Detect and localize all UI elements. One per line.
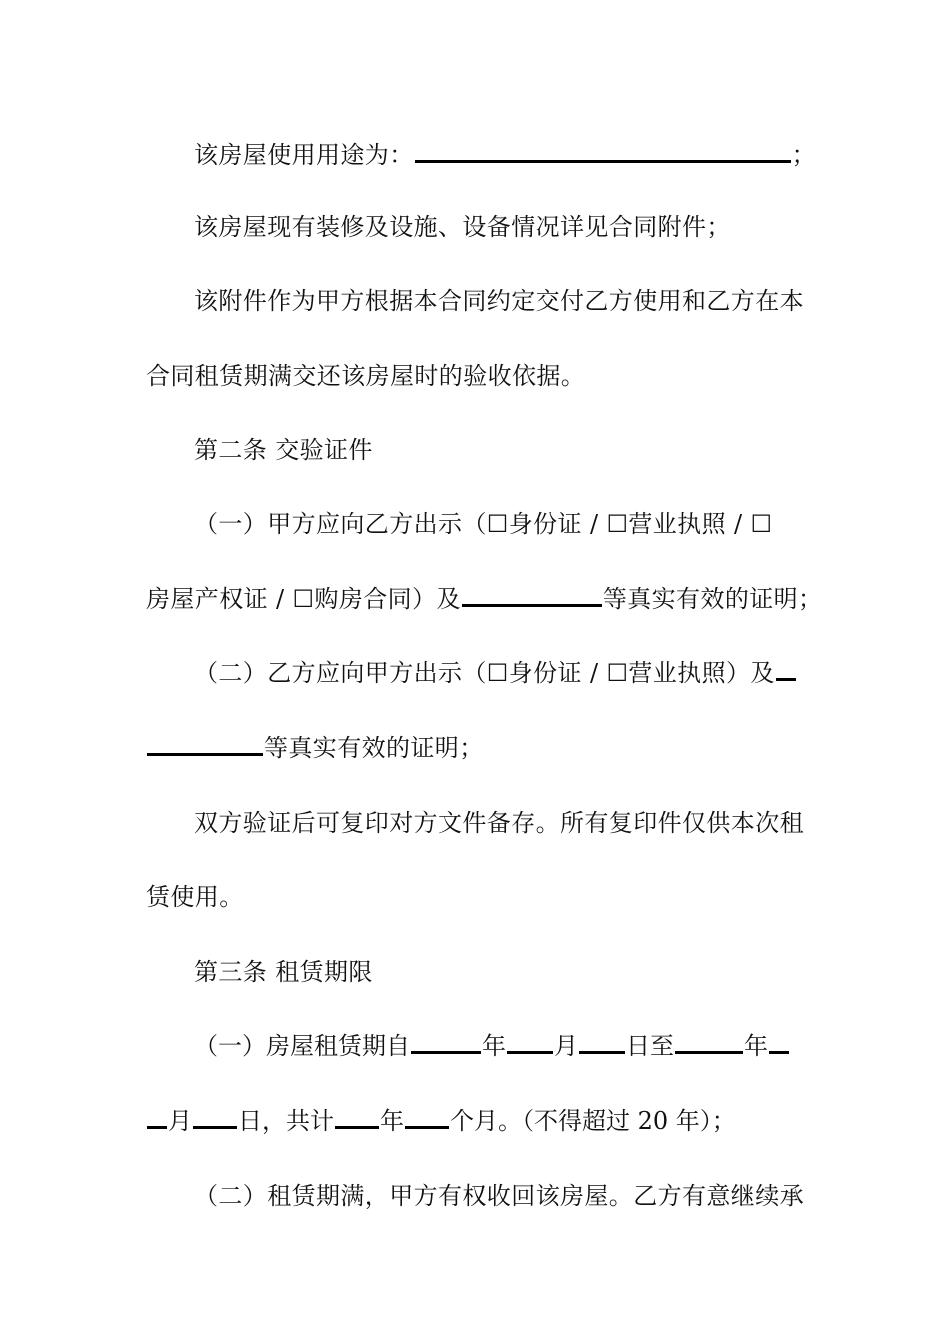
lease-expiry-text: （二）租赁期满，甲方有权收回该房屋。乙方有意继续承 [194, 1182, 804, 1210]
start-month-blank[interactable] [507, 1051, 553, 1054]
start-year-blank[interactable] [411, 1051, 481, 1054]
article-2-heading [194, 435, 816, 465]
attachment-text-2: 合同租赁期满交还该房屋时的验收依据。 [146, 362, 586, 390]
party-a-docs-text-2: 房屋产权证 / ☐购房合同）及 [146, 585, 461, 613]
lease-term-line-2 [146, 1106, 816, 1136]
total-months-blank[interactable] [405, 1126, 449, 1129]
end-day-blank[interactable] [193, 1126, 237, 1129]
usage-purpose-label: 该房屋使用用途为： [194, 141, 414, 169]
decoration-facilities-line [194, 212, 816, 242]
total-label: 日，共计 [238, 1107, 334, 1135]
end-month-blank-2[interactable] [147, 1126, 167, 1129]
start-month-label: 月 [554, 1032, 578, 1060]
article-3-title: 第三条 租赁期限 [194, 958, 373, 986]
attachment-text-1: 该附件作为甲方根据本合同约定交付乙方使用和乙方在本 [194, 287, 804, 315]
usage-purpose-blank[interactable] [415, 160, 791, 163]
party-a-docs-line-2 [146, 584, 823, 614]
end-month-label: 月 [168, 1107, 192, 1135]
total-months-label: 个月。（不得超过 20 年）； [450, 1107, 736, 1135]
copy-note-line-1 [194, 808, 816, 838]
article-3-heading [194, 957, 816, 987]
party-b-docs-text-1: （二）乙方应向甲方出示（☐身份证 / ☐营业执照）及 [194, 659, 775, 687]
copy-note-line-2 [146, 882, 816, 912]
party-a-docs-text-3: 等真实有效的证明； [602, 585, 823, 613]
total-years-blank[interactable] [335, 1126, 379, 1129]
attachment-line-1 [194, 286, 816, 316]
lease-expiry-line [194, 1181, 816, 1211]
end-year-label: 年 [744, 1032, 768, 1060]
end-month-blank-1[interactable] [769, 1051, 789, 1054]
party-b-other-docs-blank-1[interactable] [776, 678, 796, 681]
party-b-docs-line-1 [194, 658, 816, 688]
start-day-blank[interactable] [579, 1051, 625, 1054]
end-year-blank[interactable] [675, 1051, 743, 1054]
lease-term-line-1 [194, 1031, 816, 1061]
copy-note-text-1: 双方验证后可复印对方文件备存。所有复印件仅供本次租 [194, 809, 804, 837]
party-a-other-docs-blank[interactable] [462, 604, 602, 607]
usage-purpose-line [194, 140, 816, 170]
party-b-docs-line-2 [146, 733, 816, 763]
lease-term-text-1: （一）房屋租赁期自 [194, 1032, 410, 1060]
copy-note-text-2: 赁使用。 [146, 883, 244, 911]
party-a-docs-line-1 [194, 509, 816, 539]
article-2-title: 第二条 交验证件 [194, 436, 373, 464]
start-year-label: 年 [482, 1032, 506, 1060]
start-day-label: 日至 [626, 1032, 674, 1060]
decoration-facilities-text: 该房屋现有装修及设施、设备情况详见合同附件； [194, 213, 731, 241]
attachment-line-2 [146, 361, 816, 391]
party-a-docs-text-1: （一）甲方应向乙方出示（☐身份证 / ☐营业执照 / ☐ [194, 510, 773, 538]
usage-purpose-end: ； [791, 141, 817, 169]
party-b-docs-text-2: 等真实有效的证明； [264, 734, 484, 762]
total-years-label: 年 [380, 1107, 404, 1135]
party-b-other-docs-blank-2[interactable] [147, 753, 263, 756]
